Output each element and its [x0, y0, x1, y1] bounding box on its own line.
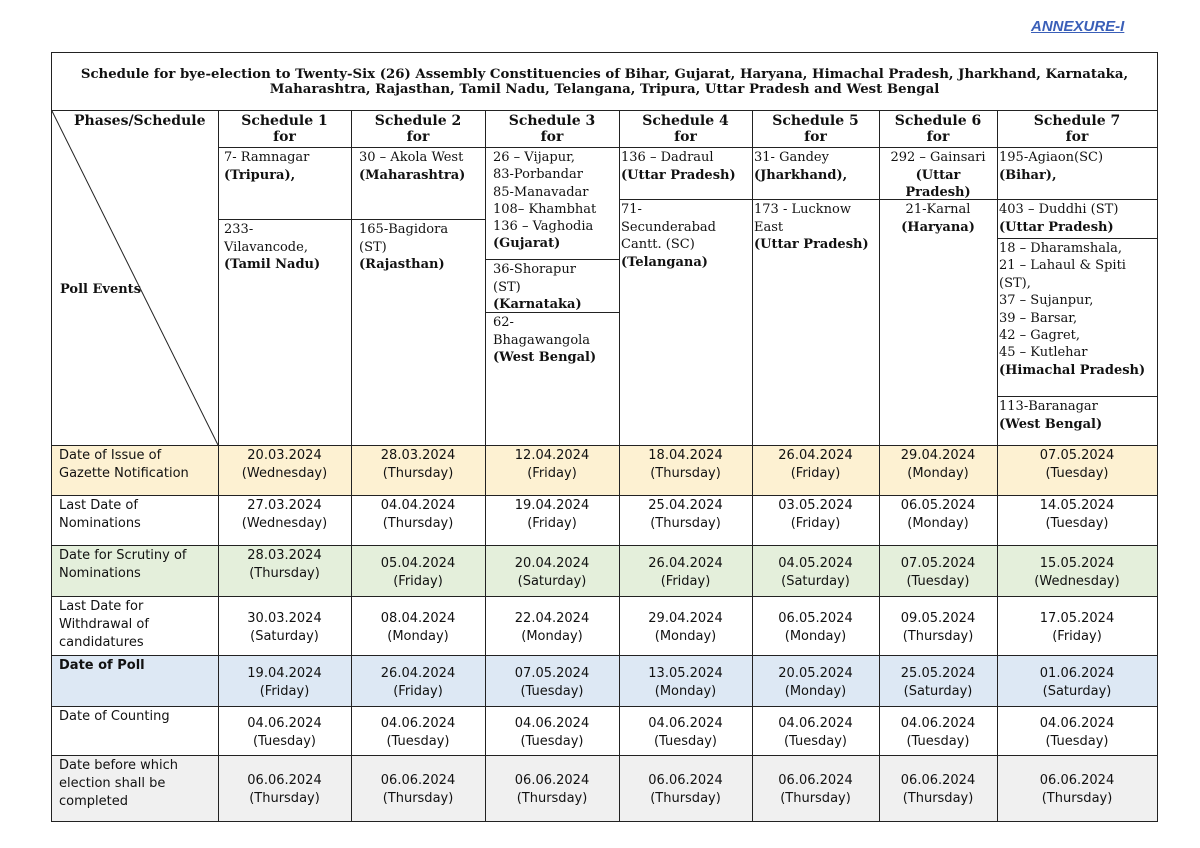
date-cell: 06.06.2024 (Thursday)	[778, 773, 853, 806]
constituency-cell: 71- Secunderabad Cantt. (SC) (Telangana)	[621, 202, 716, 270]
date-cell: 04.06.2024 (Tuesday)	[247, 715, 322, 749]
date-cell: 06.06.2024 (Thursday)	[380, 773, 456, 806]
grid-line	[52, 755, 1157, 756]
date-cell: 09.05.2024 (Thursday)	[900, 610, 976, 644]
constituency-cell: 195-Agiaon(SC) (Bihar),	[999, 150, 1104, 183]
corner-diagonal	[52, 111, 218, 445]
date-cell: 06.06.2024 (Thursday)	[648, 773, 723, 806]
schedule-4-header: Schedule 4 for	[642, 113, 729, 145]
table-title	[52, 53, 1157, 111]
date-cell: 26.04.2024 (Friday)	[380, 665, 456, 699]
grid-line	[52, 495, 1157, 496]
schedule-5-header: Schedule 5 for	[772, 113, 859, 145]
grid-line	[218, 147, 1157, 148]
date-cell: 06.06.2024 (Thursday)	[247, 773, 322, 806]
date-cell: 07.05.2024 (Tuesday)	[900, 555, 976, 589]
grid-line	[619, 199, 752, 200]
poll-events-label: Poll Events	[60, 282, 142, 297]
date-cell: 26.04.2024 (Friday)	[648, 555, 723, 589]
schedule-7-header: Schedule 7 for	[1033, 113, 1121, 145]
date-cell: 12.04.2024 (Friday)	[514, 448, 590, 481]
constituency-cell: 233- Vilavancode, (Tamil Nadu)	[224, 222, 321, 272]
grid-line	[879, 199, 997, 200]
date-cell: 04.06.2024 (Tuesday)	[900, 715, 976, 749]
date-cell: 17.05.2024 (Friday)	[1039, 610, 1115, 644]
date-cell: 29.04.2024 (Monday)	[900, 448, 976, 481]
schedule-3-header: Schedule 3 for	[508, 113, 596, 145]
grid-line	[485, 259, 619, 260]
event-label: Date for Scrutiny of Nominations	[59, 548, 187, 581]
date-cell: 06.06.2024 (Thursday)	[1039, 773, 1115, 806]
constituency-cell: 18 – Dharamshala, 21 – Lahaul & Spiti (ST), 37 – Sujanpur, 39 – Barsar, 42 – Gagret, 45 – Kutlehar (Himachal Pradesh)	[999, 241, 1146, 378]
date-cell: 13.05.2024 (Monday)	[648, 665, 723, 699]
grid-line	[218, 111, 219, 821]
grid-line	[879, 111, 880, 821]
date-cell: 06.06.2024 (Thursday)	[900, 773, 976, 806]
date-cell: 01.06.2024 (Saturday)	[1039, 665, 1115, 699]
constituency-cell: 7- Ramnagar (Tripura),	[224, 150, 310, 183]
grid-line	[52, 445, 1157, 446]
title-line-2: Maharashtra, Rajasthan, Tamil Nadu, Telangana, Tripura, Uttar Pradesh and West Bengal	[269, 81, 940, 97]
date-cell: 30.03.2024 (Saturday)	[247, 610, 322, 644]
event-label: Date of Poll	[59, 658, 145, 673]
grid-line	[351, 111, 352, 821]
date-cell: 14.05.2024 (Tuesday)	[1039, 498, 1115, 531]
date-cell: 04.06.2024 (Tuesday)	[380, 715, 456, 749]
schedule-1-header: Schedule 1 for	[241, 113, 328, 145]
date-cell: 29.04.2024 (Monday)	[648, 610, 723, 644]
constituency-cell: 165-Bagidora (ST) (Rajasthan)	[359, 222, 449, 272]
grid-line	[218, 219, 351, 220]
grid-line	[52, 596, 1157, 597]
date-cell: 05.04.2024 (Friday)	[380, 555, 456, 589]
constituency-cell: 136 – Dadraul (Uttar Pradesh)	[621, 150, 736, 183]
constituency-cell: 292 – Gainsari (Uttar Pradesh)	[890, 150, 986, 200]
date-cell: 07.05.2024 (Tuesday)	[1039, 448, 1115, 481]
event-label: Last Date of Nominations	[59, 498, 141, 531]
date-cell: 28.03.2024 (Thursday)	[380, 448, 456, 481]
schedule-table	[51, 52, 1158, 822]
date-cell: 22.04.2024 (Monday)	[514, 610, 590, 644]
constituency-cell: 113-Baranagar (West Bengal)	[999, 399, 1103, 432]
event-label: Date of Counting	[59, 709, 170, 724]
date-cell: 08.04.2024 (Monday)	[380, 610, 456, 644]
constituency-cell: 403 – Duddhi (ST) (Uttar Pradesh)	[999, 202, 1119, 235]
grid-line	[997, 111, 998, 821]
date-cell: 15.05.2024 (Wednesday)	[1034, 555, 1120, 589]
date-cell: 04.04.2024 (Thursday)	[380, 498, 456, 531]
date-cell: 04.05.2024 (Saturday)	[778, 555, 853, 589]
date-cell: 07.05.2024 (Tuesday)	[514, 665, 590, 699]
event-label: Last Date for Withdrawal of candidatures	[59, 599, 149, 650]
date-cell: 27.03.2024 (Wednesday)	[241, 498, 328, 531]
constituency-cell: 36-Shorapur (ST) (Karnataka)	[493, 262, 582, 312]
grid-line	[485, 111, 486, 821]
title-line-1: Schedule for bye-election to Twenty-Six (26) Assembly Constituencies of Bihar, Gujarat, Haryana, Himachal Pradesh, Jharkhand, Karnataka,	[80, 66, 1129, 82]
phases-schedule-label: Phases/Schedule	[74, 113, 206, 129]
date-cell: 06.05.2024 (Monday)	[778, 610, 853, 644]
constituency-cell: 31- Gandey (Jharkhand),	[754, 150, 848, 183]
constituency-cell: 30 – Akola West (Maharashtra)	[359, 150, 466, 183]
date-cell: 03.05.2024 (Friday)	[778, 498, 853, 531]
date-cell: 04.06.2024 (Tuesday)	[778, 715, 853, 749]
date-cell: 19.04.2024 (Friday)	[247, 665, 322, 699]
grid-line	[351, 219, 485, 220]
schedule-6-header: Schedule 6 for	[894, 113, 982, 145]
grid-line	[997, 199, 1157, 200]
constituency-cell: 62- Bhagawangola (West Bengal)	[493, 315, 597, 365]
date-cell: 20.03.2024 (Wednesday)	[241, 448, 328, 481]
grid-line	[52, 545, 1157, 546]
date-cell: 04.06.2024 (Tuesday)	[648, 715, 723, 749]
date-cell: 25.05.2024 (Saturday)	[900, 665, 976, 699]
constituency-cell: 26 – Vijapur, 83-Porbandar 85-Manavadar 108– Khambhat 136 – Vaghodia (Gujarat)	[493, 150, 597, 252]
constituency-cell: 21-Karnal (Haryana)	[901, 202, 975, 235]
date-cell: 20.05.2024 (Monday)	[778, 665, 853, 699]
date-cell: 04.06.2024 (Tuesday)	[1039, 715, 1115, 749]
date-cell: 25.04.2024 (Thursday)	[648, 498, 723, 531]
date-cell: 04.06.2024 (Tuesday)	[514, 715, 590, 749]
date-cell: 18.04.2024 (Thursday)	[648, 448, 723, 481]
date-cell: 19.04.2024 (Friday)	[514, 498, 590, 531]
grid-line	[52, 706, 1157, 707]
grid-line	[52, 821, 1157, 822]
date-cell: 26.04.2024 (Friday)	[778, 448, 853, 481]
constituency-cell: 173 - Lucknow East (Uttar Pradesh)	[754, 202, 869, 252]
grid-line	[752, 111, 753, 821]
event-label: Date of Issue of Gazette Notification	[59, 448, 189, 481]
grid-line	[619, 111, 620, 821]
grid-line	[997, 238, 1157, 239]
grid-line	[485, 312, 619, 313]
event-label: Date before which election shall be completed	[59, 758, 179, 809]
date-cell: 20.04.2024 (Saturday)	[514, 555, 590, 589]
schedule-2-header: Schedule 2 for	[374, 113, 462, 145]
date-cell: 28.03.2024 (Thursday)	[247, 548, 322, 581]
annexure-label: ANNEXURE-I	[1031, 18, 1125, 35]
date-cell: 06.06.2024 (Thursday)	[514, 773, 590, 806]
grid-line	[52, 655, 1157, 656]
grid-line	[752, 199, 879, 200]
date-cell: 06.05.2024 (Monday)	[900, 498, 976, 531]
grid-line	[997, 396, 1157, 397]
